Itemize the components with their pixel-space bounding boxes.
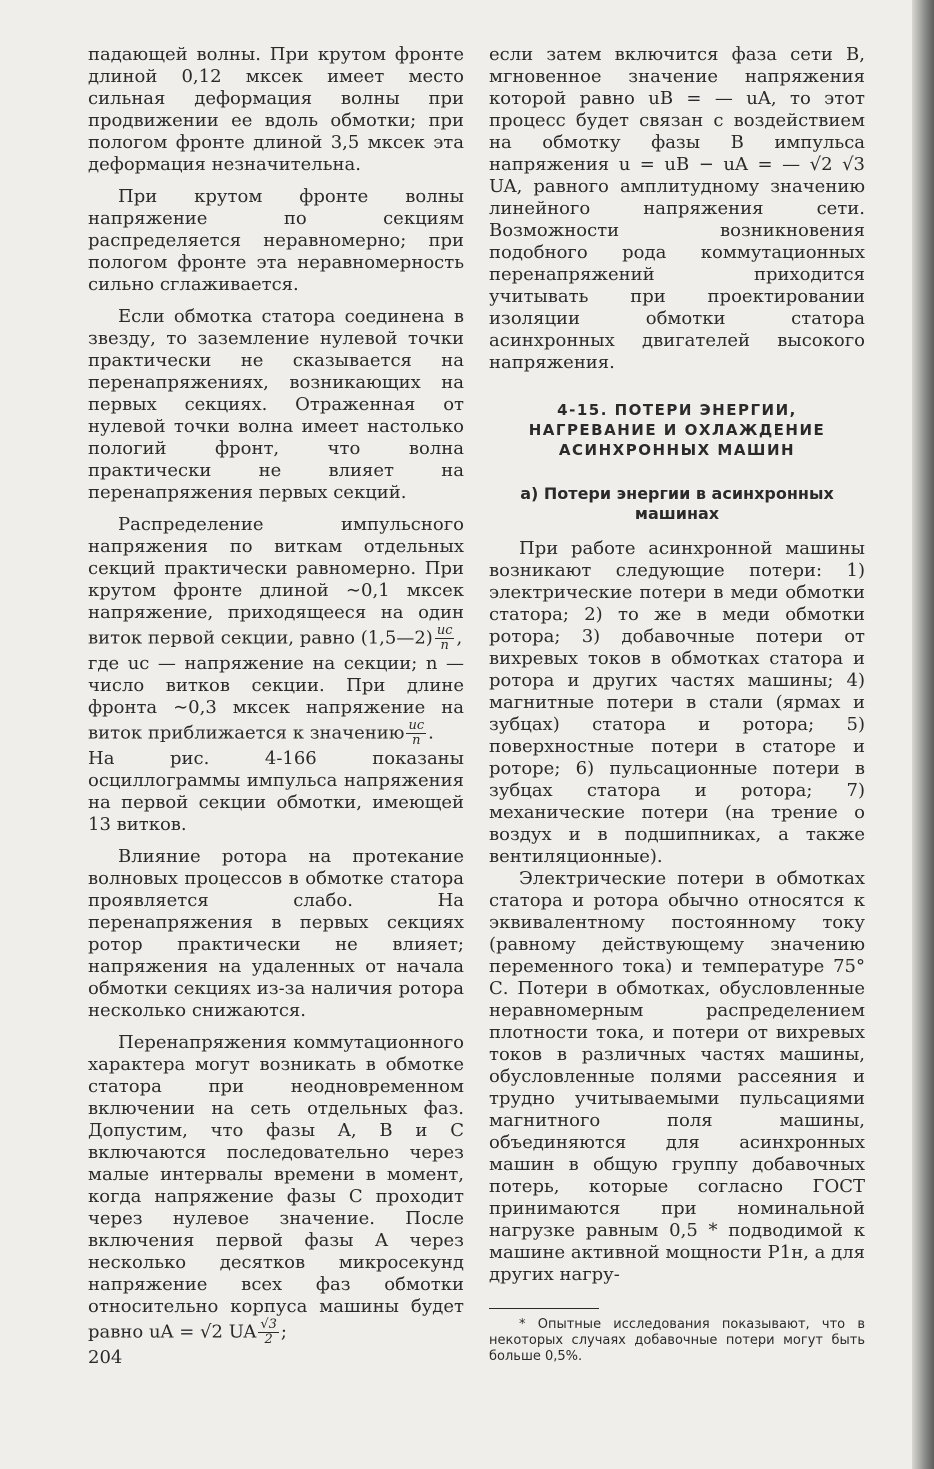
left-column xyxy=(88,44,464,1347)
fraction-uc-over-n-2 xyxy=(406,719,426,748)
fraction-numerator: uc xyxy=(436,623,453,638)
left-paragraph-4-text: Распределение импульсного напряжения по виткам отдельных секций практически равномерно. При крутом фронте длиной ∼0,1 мксек напряжение, приходящееся на один виток первой секции, равно (1,5—2) xyxy=(88,514,464,649)
right-column xyxy=(489,44,865,1365)
left-paragraph-4: Распределение импульсного напряжения по виткам отдельных секций практически равномерно. При крутом фронте длиной ∼0,1 мксек напряжение, приходящееся на один виток первой секции, равно (1,5—2) $\frac{uc}{n}$ , xyxy=(88,514,464,653)
fraction-numerator: √3 xyxy=(260,1317,277,1332)
footnote-divider xyxy=(489,1308,599,1309)
right-paragraph-2: При работе асинхронной машины возникают следующие потери: 1) электрические потери в меди обмотки статора; 2) то же в меди обмотки ротора; 3) добавочные потери от вихревых токов в обмотках статора и ротора и других частях машины; 4) магнитные потери в стали (ярмах и зубцах) статора и ротора; 5) поверхностные потери в статоре и роторе; 6) пульсационные потери в зубцах статора и ротора; 7) механические потери (на трение о воздух и в подшипниках, а также вентиляционные). xyxy=(489,538,865,867)
page-number: 204 xyxy=(88,1347,123,1368)
page-binding-edge xyxy=(912,0,934,1469)
left-paragraph-8: Перенапряжения коммутационного характера могут возникать в обмотке статора при неодновременном включении на сеть отдельных фаз. Допустим, что фазы A, B и C включаются последовательно через малые интервалы времени в момент, когда напряжение фазы C проходит через нулевое значение. После включения первой фазы A через несколько десятков микросекунд напряжение всех фаз обмотки относительно корпуса машины будет равно uA = √2 UA $\frac{√3}{2}$ ; xyxy=(88,1032,464,1347)
right-paragraph-1: если затем включится фаза сети B, мгновенное значение напряжения которой равно uB = — uA, то этот процесс будет связан с воздействием на обмотку фазы B импульса напряжения u = uB − uA = — √2 √3 UA, равного амплитудному значению линейного напряжения сети. Возможности возникновения подобного рода коммутационных перенапряжений приходится учитывать при проектировании изоляции обмотки статора асинхронных двигателей высокого напряжения. xyxy=(489,44,865,373)
fraction-denominator: 2 xyxy=(264,1332,273,1347)
fraction-denominator: n xyxy=(440,638,449,653)
section-heading-line-3: АСИНХРОННЫХ МАШИН xyxy=(558,441,796,459)
fraction-sqrt3-over-2 xyxy=(258,1318,279,1347)
right-paragraph-3: Электрические потери в обмотках статора и ротора обычно относятся к эквивалентному постоянному току (равному действующему значению переменного тока) и температуре 75° С. Потери в обмотках, обусловленные неравномерным распределением плотности тока, и потери от вихревых токов в различных частях машины, обусловленные полями рассеяния и трудно учитываемыми пульсациями магнитного поля машины, объединяются для асинхронных машин в общую группу добавочных потерь, которые согласно ГОСТ принимаются при номинальной нагрузке равным 0,5 * подводимой к машине активной мощности P1н, а для других нагру- xyxy=(489,868,865,1285)
left-paragraph-5: где uc — напряжение на секции; n — число витков секции. При длине фронта ∼0,3 мксек напряжение на виток приближается к значению $\frac{uc}{n}$ . xyxy=(88,653,464,748)
left-paragraph-5-text: где uc — напряжение на секции; n — число витков секции. При длине фронта ∼0,3 мксек напряжение на виток приближается к значению xyxy=(88,653,464,744)
footnote: * Опытные исследования показывают, что в некоторых случаях добавочные потери могут быть больше 0,5%. xyxy=(489,1317,865,1364)
section-heading-line-1: 4-15. ПОТЕРИ ЭНЕРГИИ, xyxy=(557,401,797,419)
subsection-heading: а) Потери энергии в асинхронных машинах xyxy=(520,484,834,523)
fraction-uc-over-n xyxy=(435,624,455,653)
fraction-numerator: uc xyxy=(408,718,425,733)
fraction-denominator: n xyxy=(412,733,421,748)
left-paragraph-2: При крутом фронте волны напряжение по секциям распределяется неравномерно; при пологом фронте эта неравномерность сильно сглаживается. xyxy=(88,186,464,295)
left-paragraph-7: Влияние ротора на протекание волновых процессов в обмотке статора проявляется слабо. На перенапряжения в первых секциях ротор практически не влияет; напряжения на удаленных от начала обмотки секциях из-за наличия ротора несколько снижаются. xyxy=(88,846,464,1021)
left-paragraph-6: На рис. 4-166 показаны осциллограммы импульса напряжения на первой секции обмотки, имеющей 13 витков. xyxy=(88,748,464,835)
left-paragraph-3: Если обмотка статора соединена в звезду, то заземление нулевой точки практически не сказывается на перенапряжениях, возникающих на первых секциях. Отраженная от нулевой точки волна имеет настолько пологий фронт, что волна практически не влияет на перенапряжения первых секций. xyxy=(88,306,464,503)
section-heading-line-2: НАГРЕВАНИЕ И ОХЛАЖДЕНИЕ xyxy=(528,421,826,439)
section-heading xyxy=(489,400,865,460)
left-paragraph-1: падающей волны. При крутом фронте длиной 0,12 мксек имеет место сильная деформация волны при продвижении ее вдоль обмотки; при пологом фронте длиной 3,5 мксек эта деформация незначительна. xyxy=(88,44,464,175)
left-paragraph-8-text: Перенапряжения коммутационного характера могут возникать в обмотке статора при неодновременном включении на сеть отдельных фаз. Допустим, что фазы A, B и C включаются последовательно через малые интервалы времени в момент, когда напряжение фазы C проходит через нулевое значение. После включения первой фазы A через несколько десятков микросекунд напряжение всех фаз обмотки относительно корпуса машины будет равно uA = √2 UA xyxy=(88,1032,464,1343)
